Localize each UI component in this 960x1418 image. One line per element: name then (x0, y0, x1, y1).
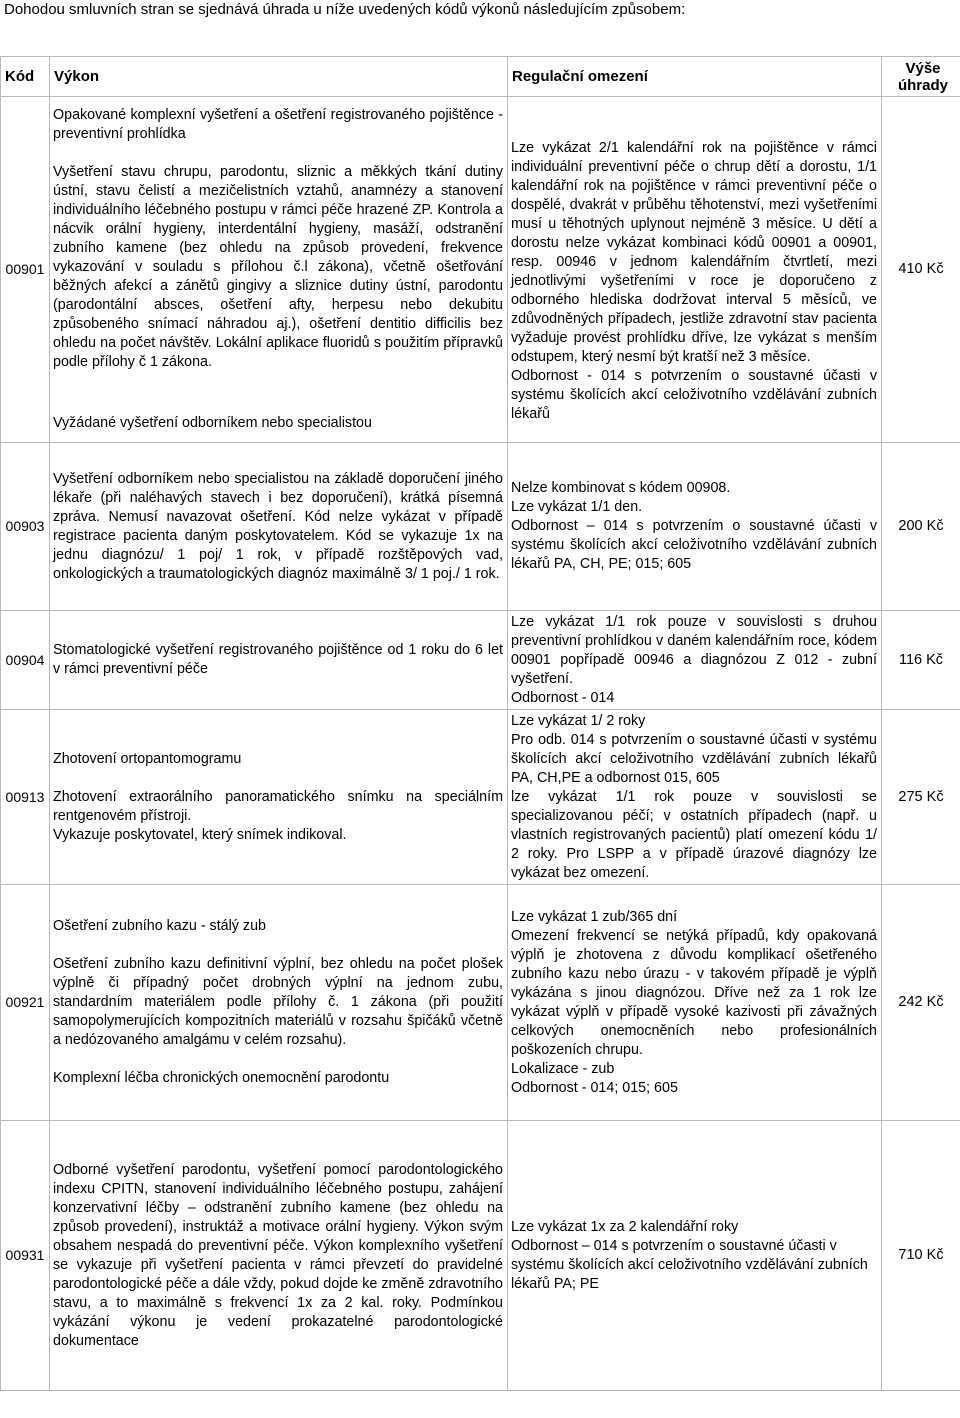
performance-text: Zhotovení extraorálního panoramatického snímku na speciálním rentgenovém přístroji. (53, 788, 503, 824)
performance-text: Stomatologické vyšetření registrovaného pojištěnce od 1 roku do 6 let v rámci preventivní péče (53, 642, 503, 677)
row-code: 00904 (1, 611, 50, 710)
table-row (1, 443, 960, 611)
row-regulation (508, 611, 882, 710)
table-row (1, 710, 960, 885)
performance-text: Vyšetření odborníkem nebo specialistou na základě doporučení jiného lékaře (při naléhavých stavech i bez doporučení), krátká písemná zpráva. Nemusí navazovat ošetření. Kód nelze vykázat v případě registrace pacienta daným poskytovatelem. Kód se vykazuje 1x na jednu diagnózu/ 1 poj/ 1 rok, v případě rozštěpových vad, onkologických a traumatologických diagnóz maximálně 3/ 1 poj./ 1 rok. (53, 470, 503, 582)
performance-text: Zhotovení ortopantomogramu (53, 750, 242, 767)
regulation-text: Omezení frekvencí se netýká případů, kdy opakovaná výplň je zhotovena z důvodu komplikací ošetřeného zubního kazu nebo úrazu - v takovém případě je výplň vykázána s jinou diagnózou. Dříve než za 1 rok lze vykázat výplň v případě vysoké kazivosti při závažných celkových onemocněních nebo profesionálních poškozeních chrupu. (511, 927, 877, 1058)
header-performance: Výkon (50, 57, 508, 97)
performance-text: Vyžádané vyšetření odborníkem nebo specialistou (53, 415, 372, 431)
regulation-text: Odbornost – 014 s potvrzením o soustavné účasti v systému školících akcí celoživotního vzdělávání zubních lékařů PA, CH, PE; 015; 605 (511, 518, 877, 572)
row-amount: 200 Kč (882, 443, 960, 611)
row-amount: 710 Kč (882, 1121, 960, 1391)
regulation-text: Lze vykázat 1/1 den. (511, 499, 643, 515)
row-performance (50, 885, 508, 1121)
fee-table (0, 56, 960, 1391)
table-row (1, 1121, 960, 1391)
row-regulation (508, 885, 882, 1121)
table-row (1, 611, 960, 710)
regulation-text: Odbornost - 014 (511, 689, 615, 706)
performance-text: Ošetření zubního kazu definitivní výplní, bez ohledu na počet plošek výplně či případný počet drobných výplní na jednom zubu, standardním materiálem podle přílohy č. 1 zákona (při použití samopolymerujících kompozitních materiálů v rozsahu špičáků včetně a nedózovaného amalgámu v celém rozsahu). (53, 956, 503, 1048)
regulation-text: Lokalizace - zub (511, 1060, 615, 1077)
row-code: 00913 (1, 710, 50, 885)
regulation-text: Lze vykázat 1/1 rok pouze v souvislosti s druhou preventivní prohlídkou v daném kalendářním roce, kódem 00901 popřípadě 00946 a diagnózou Z 012 - zubní vyšetření. (511, 613, 877, 687)
performance-text: Komplexní léčba chronických onemocnění parodontu (53, 1070, 390, 1086)
row-regulation (508, 1121, 882, 1391)
row-regulation (508, 443, 882, 611)
row-performance (50, 443, 508, 611)
regulation-text: lze vykázat 1/1 rok pouze v souvislosti se specializovanou péčí; v ostatních případech (např. u vlastních registrovaných pacientů) platí omezení kódu 1/ 2 roky. Pro LSPP a v případě úrazové diagnózy lze vykázat bez omezení. (511, 788, 877, 881)
regulation-text: Odbornost - 014 s potvrzením o soustavné účasti v systému školících akcí celoživotního vzdělávání zubních lékařů (511, 368, 877, 422)
performance-text: Vyšetření stavu chrupu, parodontu, sliznic a měkkých tkání dutiny ústní, stavu čelistí a mezičelistních vztahů, anamnézy a stanovení individuálního léčebného postupu v rámci péče hrazené ZP. Kontrola a nácvik orální hygieny, interdentální hygieny, masáží, odstranění zubního kamene (bez ohledu na způsob provedení, frekvence vykazování v souladu s přílohou č.l zákona), včetně ošetřování běžných afekcí a zánětů gingivy a sliznice dutiny ústní, parodontu (parodontální absces, ošetření afty, herpesu nebo dekubitu způsobeného snímací náhradou aj.), ošetření dentitio difficilis bez ohledu na počet návštěv. Lokální aplikace fluoridů s použitím přípravků podle přílohy č 1 zákona. (53, 164, 503, 370)
regulation-text: Lze vykázat 2/1 kalendářní rok na pojištěnce v rámci individuální preventivní péče o chrup dětí a dorostu, 1/1 kalendářní rok na pojištěnce v rámci preventivní péče o dospělé, dvakrát v průběhu těhotenství, mezi vyšetřeními musí u těhotných uplynout nejméně 3 měsíce. U dětí a dorostu nelze vykázat kombinaci kódů 00901 a 00901, resp. 00946 v jednom kalendářním čtvrtletí, mezi jednotlivými vyšetřeními v roce je doporučeno z odborného hlediska dodržovat interval 5 měsíců, ve zdůvodněných případech, jestliže zdravotní stav pacienta vyžaduje provést prohlídku dříve, lze vykázat s menším odstupem, který nesmí být kratší než 3 měsíce. (511, 140, 877, 365)
regulation-text: Lze vykázat 1x za 2 kalendářní roky (511, 1218, 739, 1235)
performance-text: Opakované komplexní vyšetření a ošetření registrovaného pojištěnce - preventivní prohlídka (53, 107, 503, 142)
table-header-row (1, 57, 960, 97)
intro-text: Dohodou smluvních stran se sjednává úhrada u níže uvedených kódů výkonů následujícím způsobem: (4, 1, 686, 18)
row-amount: 275 Kč (882, 710, 960, 885)
performance-text: Odborné vyšetření parodontu, vyšetření pomocí parodontologického indexu CPITN, stanovení individuálního léčebného postupu, zahájení konzervativní léčby – odstranění zubního kamene (bez ohledu na způsob provedení), instruktáž a motivace orální hygieny. Výkon svým obsahem nespadá do preventivní péče. Výkon komplexního vyšetření se vykazuje při vyšetření pacienta v rámci převzetí do pravidelné parodontologické péče a dále vždy, pokud dojde ke změně zdravotního stavu, a to maximálně s frekvencí 1x za 2 kal. roky. Podmínkou vykázání výkonu je vedení prokazatelné parodontologické dokumentace (53, 1161, 503, 1349)
header-amount (882, 57, 960, 97)
regulation-text: Odbornost - 014; 015; 605 (511, 1079, 678, 1096)
header-amount-line1: Výše (905, 59, 941, 77)
row-code: 00931 (1, 1121, 50, 1391)
row-performance (50, 97, 508, 443)
row-code: 00903 (1, 443, 50, 611)
row-performance (50, 611, 508, 710)
regulation-text: Lze vykázat 1 zub/365 dní (511, 908, 678, 925)
row-amount: 242 Kč (882, 885, 960, 1121)
header-code: Kód (1, 57, 50, 97)
table-row (1, 97, 960, 443)
performance-text: Ošetření zubního kazu - stálý zub (53, 918, 266, 934)
row-regulation (508, 710, 882, 885)
row-performance (50, 710, 508, 885)
regulation-text: Lze vykázat 1/ 2 roky (511, 712, 646, 729)
row-performance (50, 1121, 508, 1391)
header-amount-line2: úhrady (897, 76, 948, 94)
regulation-text: Odbornost – 014 s potvrzením o soustavné účasti v systému školících akcí celoživotního vzdělávání zubních lékařů PA; PE (511, 1237, 868, 1292)
table-row (1, 885, 960, 1121)
row-regulation (508, 97, 882, 443)
regulation-text: Nelze kombinovat s kódem 00908. (511, 480, 731, 496)
header-regulation: Regulační omezení (508, 57, 882, 97)
performance-text: Vykazuje poskytovatel, který snímek indikoval. (53, 826, 347, 843)
row-code: 00901 (1, 97, 50, 443)
row-amount: 410 Kč (882, 97, 960, 443)
row-code: 00921 (1, 885, 50, 1121)
regulation-text: Pro odb. 014 s potvrzením o soustavné účasti v systému školících akcí celoživotního vzdělávání zubních lékařů PA, CH,PE a odbornost 015, 605 (511, 731, 877, 786)
row-amount: 116 Kč (882, 611, 960, 710)
